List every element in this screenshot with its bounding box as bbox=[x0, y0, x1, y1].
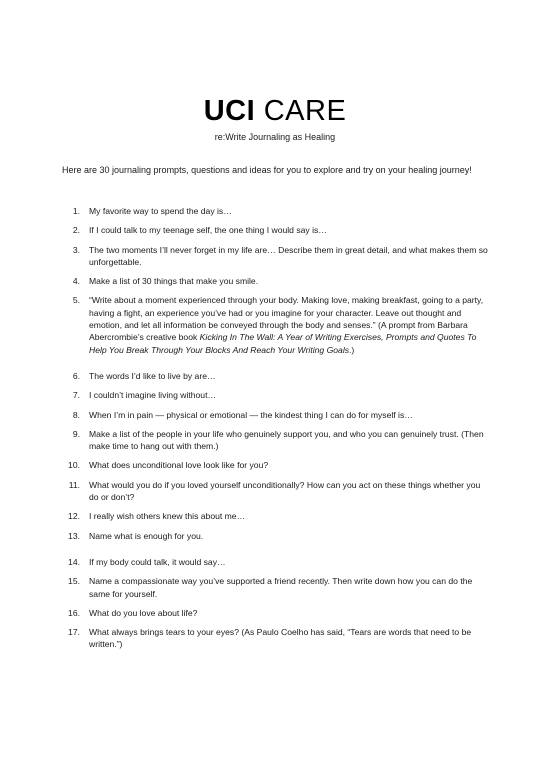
item-number: 9. bbox=[72, 428, 80, 439]
list-item bbox=[62, 556, 492, 568]
item-text: I couldn’t imagine living without… bbox=[89, 390, 217, 401]
item-text: “Write about a moment experienced through your body. Making love, making breakfast, going to a party, having a fight, an experience you’ve had or you imagine for your character. Leave out thought and emotion, and let all information be conveyed through the body and senses.” (A prompt from Barbara Abercrombie’s creative book bbox=[89, 295, 484, 343]
item-text: When I’m in pain — physical or emotional — the kindest thing I can do for myself is… bbox=[89, 409, 413, 420]
list-item bbox=[62, 607, 492, 619]
item-number: 10. bbox=[68, 460, 80, 471]
list-item bbox=[62, 479, 492, 504]
list-item bbox=[62, 626, 492, 651]
list-item bbox=[62, 244, 492, 269]
item-text: The two moments I’ll never forget in my life are… Describe them in great detail, and what makes them so unforgettable. bbox=[89, 244, 488, 267]
intro-paragraph: Here are 30 journaling prompts, questions and ideas for you to explore and try on your healing journey! bbox=[62, 165, 472, 175]
item-number: 5. bbox=[72, 295, 80, 306]
list-item bbox=[62, 575, 492, 600]
book-title: Kicking In The Wall: A Year of Writing Exercises, Prompts and Quotes To Help You Break Through Your Blocks And Reach Your Writing Goals bbox=[89, 332, 477, 355]
list-item bbox=[62, 294, 492, 355]
list-item bbox=[62, 459, 492, 471]
list-item bbox=[62, 428, 492, 453]
item-text: Name what is enough for you. bbox=[89, 530, 204, 541]
item-number: 12. bbox=[68, 511, 80, 522]
logo bbox=[0, 94, 550, 128]
list-item bbox=[62, 370, 492, 382]
item-number: 17. bbox=[68, 627, 80, 638]
item-number: 14. bbox=[68, 556, 80, 567]
item-text: Name a compassionate way you’ve supported a friend recently. Then write down how you can do the same for yourself. bbox=[89, 576, 473, 599]
item-text: Make a list of 30 things that make you smile. bbox=[89, 276, 259, 287]
item-number: 6. bbox=[72, 370, 80, 381]
item-text: What do you love about life? bbox=[89, 607, 198, 618]
prompt-list bbox=[62, 205, 492, 658]
item-text: What would you do if you loved yourself unconditionally? How can you act on these things whether you do or don’t? bbox=[89, 479, 481, 503]
item-text: If I could talk to my teenage self, the one thing I would say is… bbox=[89, 225, 327, 236]
list-item bbox=[62, 389, 492, 401]
item-text: Make a list of the people in your life who genuinely support you, and who you can genuinely trust. (Then make time to hang out with them.) bbox=[89, 428, 484, 452]
list-item bbox=[62, 224, 492, 236]
logo-uci: UCI bbox=[203, 95, 256, 127]
list-item bbox=[62, 205, 492, 217]
item-text: What does unconditional love look like for you? bbox=[89, 460, 269, 471]
item-number: 11. bbox=[68, 479, 80, 490]
list-item bbox=[62, 530, 492, 542]
item-number: 2. bbox=[72, 225, 80, 236]
item-number: 1. bbox=[72, 206, 80, 216]
logo-care: CARE bbox=[263, 95, 347, 127]
item-number: 8. bbox=[72, 409, 80, 420]
item-text: The words I’d like to live by are… bbox=[89, 370, 216, 381]
item-number: 16. bbox=[68, 607, 80, 618]
item-text: If my body could talk, it would say… bbox=[89, 556, 226, 567]
item-number: 15. bbox=[68, 576, 80, 587]
item-text: My favorite way to spend the day is… bbox=[89, 206, 232, 216]
item-text: What always brings tears to your eyes? (As Paulo Coelho has said, “Tears are words that need to be written.”) bbox=[89, 627, 472, 650]
list-item bbox=[62, 409, 492, 421]
list-item bbox=[62, 275, 492, 287]
item-text-end: .) bbox=[349, 344, 355, 355]
list-item bbox=[62, 510, 492, 522]
item-number: 13. bbox=[68, 530, 80, 541]
item-text: I really wish others knew this about me… bbox=[89, 511, 246, 522]
page-subtitle: re:Write Journaling as Healing bbox=[214, 132, 336, 142]
item-number: 7. bbox=[72, 390, 80, 401]
item-number: 4. bbox=[72, 276, 80, 287]
item-number: 3. bbox=[72, 244, 80, 255]
